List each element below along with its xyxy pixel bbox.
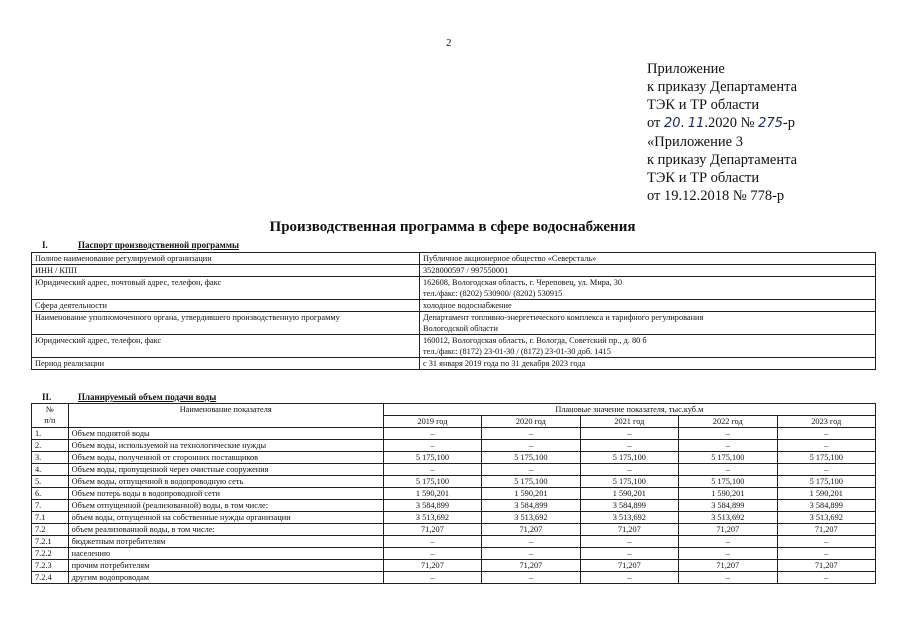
table-row xyxy=(32,572,876,584)
col-header-year: 2023 год xyxy=(777,416,875,428)
row-number: 7.2.4 xyxy=(32,572,69,584)
indicator-value: – xyxy=(679,536,777,548)
section-title: Паспорт производственной программы xyxy=(78,240,239,250)
indicator-name: прочим потребителям xyxy=(68,560,383,572)
indicator-value: 3 584,899 xyxy=(679,500,777,512)
indicator-value: – xyxy=(383,464,481,476)
table-row xyxy=(32,476,876,488)
indicator-value: 71,207 xyxy=(482,560,580,572)
indicator-value: – xyxy=(482,464,580,476)
indicator-value: – xyxy=(482,572,580,584)
col-header-year: 2019 год xyxy=(383,416,481,428)
table-row xyxy=(32,560,876,572)
passport-key: Юридический адрес, почтовый адрес, телефон, факс xyxy=(32,277,420,300)
table-row xyxy=(32,500,876,512)
indicator-value: – xyxy=(679,548,777,560)
passport-value xyxy=(420,335,876,358)
passport-value xyxy=(420,358,876,370)
passport-value xyxy=(420,277,876,300)
passport-row xyxy=(32,265,876,277)
appendix-line: ТЭК и ТР области xyxy=(647,170,760,186)
date-year: .2020 № xyxy=(704,115,755,131)
passport-table xyxy=(31,252,876,370)
indicator-value: – xyxy=(580,428,678,440)
indicator-name: бюджетным потребителям xyxy=(68,536,383,548)
indicator-value: 5 175,100 xyxy=(383,476,481,488)
table-row xyxy=(32,428,876,440)
col-header-year: 2020 год xyxy=(482,416,580,428)
section-title: Планируемый объем подачи воды xyxy=(78,392,217,402)
indicator-value: 71,207 xyxy=(580,560,678,572)
passport-value-line: тел./факс: (8202) 530900/ (8202) 530915 xyxy=(423,289,563,298)
indicator-value: 3 513,692 xyxy=(383,512,481,524)
passport-key: ИНН / КПП xyxy=(32,265,420,277)
indicator-value: 3 584,899 xyxy=(580,500,678,512)
indicator-value: 3 584,899 xyxy=(482,500,580,512)
table-row xyxy=(32,452,876,464)
indicator-value: 3 513,692 xyxy=(482,512,580,524)
handwritten-day: 20 xyxy=(664,116,681,131)
indicator-name: Объем воды, пропущенной через очистные сооружения xyxy=(68,464,383,476)
row-number: 7.2.3 xyxy=(32,560,69,572)
indicator-name: Объем воды, полученной от сторонних поставщиков xyxy=(68,452,383,464)
indicator-value: – xyxy=(383,548,481,560)
row-number: 7.1 xyxy=(32,512,69,524)
indicator-value: – xyxy=(777,464,875,476)
passport-value xyxy=(420,300,876,312)
indicator-value: 71,207 xyxy=(777,524,875,536)
row-number: 7.2.2 xyxy=(32,548,69,560)
indicator-value: – xyxy=(383,572,481,584)
appendix-line: Приложение xyxy=(647,61,725,77)
appendix-line: ТЭК и ТР области xyxy=(647,97,760,113)
passport-key: Сфера деятельности xyxy=(32,300,420,312)
col-header-year: 2021 год xyxy=(580,416,678,428)
indicator-value: 1 590,201 xyxy=(679,488,777,500)
indicator-value: – xyxy=(580,548,678,560)
appendix-line: «Приложение 3 xyxy=(647,134,743,150)
indicator-value: 5 175,100 xyxy=(777,476,875,488)
passport-key: Период реализации xyxy=(32,358,420,370)
passport-value xyxy=(420,253,876,265)
passport-value xyxy=(420,312,876,335)
passport-key: Полное наименование регулируемой организации xyxy=(32,253,420,265)
indicator-value: – xyxy=(383,440,481,452)
date-separator: . xyxy=(680,115,685,131)
indicator-value: 71,207 xyxy=(383,560,481,572)
indicator-value: 3 513,692 xyxy=(777,512,875,524)
indicator-value: – xyxy=(482,428,580,440)
table-row xyxy=(32,524,876,536)
indicator-value: – xyxy=(777,548,875,560)
indicator-value: – xyxy=(580,572,678,584)
indicator-value: 3 513,692 xyxy=(679,512,777,524)
passport-key: Наименование уполномоченного органа, утвердившего производственную программу xyxy=(32,312,420,335)
indicator-value: – xyxy=(580,464,678,476)
indicator-value: – xyxy=(482,548,580,560)
indicator-value: 3 584,899 xyxy=(383,500,481,512)
document-title: Производственная программа в сфере водоснабжения xyxy=(269,219,636,235)
indicator-value: 1 590,201 xyxy=(482,488,580,500)
indicator-value: 5 175,100 xyxy=(482,476,580,488)
table-row xyxy=(32,440,876,452)
appendix-line: к приказу Департамента xyxy=(647,79,798,95)
order-suffix: -р xyxy=(782,115,796,131)
col-header-name: Наименование показателя xyxy=(68,404,383,428)
indicator-value: 5 175,100 xyxy=(482,452,580,464)
indicator-name: Объем поднятой воды xyxy=(68,428,383,440)
col-header-number-line1: № xyxy=(45,405,54,414)
indicator-value: 5 175,100 xyxy=(383,452,481,464)
indicator-value: – xyxy=(679,440,777,452)
passport-row xyxy=(32,253,876,265)
row-number: 5. xyxy=(32,476,69,488)
table-row xyxy=(32,512,876,524)
indicator-name: Объем воды, отпущенной в водопроводную сеть xyxy=(68,476,383,488)
indicator-name: другим водопроводам xyxy=(68,572,383,584)
row-number: 7. xyxy=(32,500,69,512)
passport-row xyxy=(32,335,876,358)
indicator-value: 5 175,100 xyxy=(580,452,678,464)
passport-value-line: с 31 января 2019 года по 31 декабря 2023 года xyxy=(423,359,586,368)
col-header-number-line2: п/п xyxy=(44,416,56,425)
indicator-value: – xyxy=(777,536,875,548)
table-row xyxy=(32,488,876,500)
section-1-heading xyxy=(42,240,239,250)
indicator-value: – xyxy=(482,440,580,452)
page-number: 2 xyxy=(446,37,452,49)
section-number: I. xyxy=(42,240,48,250)
indicator-value: 71,207 xyxy=(679,560,777,572)
indicator-value: – xyxy=(679,428,777,440)
indicator-value: 3 513,692 xyxy=(580,512,678,524)
indicator-value: 5 175,100 xyxy=(580,476,678,488)
indicator-value: 5 175,100 xyxy=(777,452,875,464)
handwritten-number: 275 xyxy=(758,116,783,131)
indicator-value: – xyxy=(679,464,777,476)
passport-value-line: 160012, Вологодская область, г. Вологда, Советский пр., д. 80 б xyxy=(423,336,647,345)
indicator-value: 71,207 xyxy=(777,560,875,572)
indicator-value: – xyxy=(580,440,678,452)
passport-value-line: Вологодской области xyxy=(423,324,498,333)
indicator-value: 3 584,899 xyxy=(777,500,875,512)
indicator-value: – xyxy=(383,428,481,440)
indicator-name: объем воды, отпущенной на собственные нужды организации xyxy=(68,512,383,524)
indicator-name: Объем воды, используемой на технологические нужды xyxy=(68,440,383,452)
row-number: 7.2.1 xyxy=(32,536,69,548)
indicator-value: – xyxy=(580,536,678,548)
handwritten-month: 11 xyxy=(687,116,705,131)
passport-key: Юридический адрес, телефон, факс xyxy=(32,335,420,358)
passport-value-line: тел./факс: (8172) 23-01-30 / (8172) 23-01-30 доб. 1415 xyxy=(423,347,611,356)
indicator-name: населению xyxy=(68,548,383,560)
indicator-value: 1 590,201 xyxy=(777,488,875,500)
indicator-value: – xyxy=(482,536,580,548)
indicator-value: – xyxy=(679,572,777,584)
indicator-value: 5 175,100 xyxy=(679,452,777,464)
row-number: 7.2 xyxy=(32,524,69,536)
passport-row xyxy=(32,358,876,370)
indicator-value: 71,207 xyxy=(679,524,777,536)
col-header-year: 2022 год xyxy=(679,416,777,428)
passport-value-line: 3528000597 / 997550001 xyxy=(423,266,509,275)
indicator-value: 1 590,201 xyxy=(383,488,481,500)
indicator-value: 71,207 xyxy=(482,524,580,536)
table-row xyxy=(32,464,876,476)
indicator-value: 71,207 xyxy=(580,524,678,536)
passport-value-line: Департамент топливно-энергетического комплекса и тарифного регулирования xyxy=(423,313,704,322)
indicator-name: объем реализованной воды, в том числе: xyxy=(68,524,383,536)
table-row xyxy=(32,548,876,560)
passport-value xyxy=(420,265,876,277)
indicator-value: 71,207 xyxy=(383,524,481,536)
appendix-block xyxy=(647,60,797,205)
section-2-heading xyxy=(42,392,216,402)
col-header-group: Плановые значение показателя, тыс.куб.м xyxy=(383,404,875,416)
section-number: II. xyxy=(42,392,52,402)
appendix-line: от 19.12.2018 № 778-р xyxy=(647,188,785,204)
col-header-number xyxy=(32,404,69,428)
row-number: 3. xyxy=(32,452,69,464)
indicator-value: – xyxy=(777,572,875,584)
indicator-value: – xyxy=(777,428,875,440)
passport-row xyxy=(32,277,876,300)
passport-value-line: холодное водоснабжение xyxy=(423,301,512,310)
appendix-line: к приказу Департамента xyxy=(647,152,798,168)
row-number: 6. xyxy=(32,488,69,500)
appendix-date-line xyxy=(647,114,797,133)
indicator-value: 5 175,100 xyxy=(679,476,777,488)
row-number: 4. xyxy=(32,464,69,476)
table-row xyxy=(32,536,876,548)
water-volume-table xyxy=(31,403,876,584)
indicator-name: Объем потерь воды в водопроводной сети xyxy=(68,488,383,500)
indicator-name: Объем отпущенной (реализованной) воды, в том числе: xyxy=(68,500,383,512)
indicator-value: – xyxy=(777,440,875,452)
indicator-value: 1 590,201 xyxy=(580,488,678,500)
row-number: 2. xyxy=(32,440,69,452)
indicator-value: – xyxy=(383,536,481,548)
passport-row xyxy=(32,300,876,312)
appendix-date-prefix: от xyxy=(647,115,661,131)
passport-row xyxy=(32,312,876,335)
passport-value-line: Публичное акционерное общество «Северсталь» xyxy=(423,254,597,263)
row-number: 1. xyxy=(32,428,69,440)
passport-value-line: 162608, Вологодская область, г. Череповец, ул. Мира, 30 xyxy=(423,278,623,287)
